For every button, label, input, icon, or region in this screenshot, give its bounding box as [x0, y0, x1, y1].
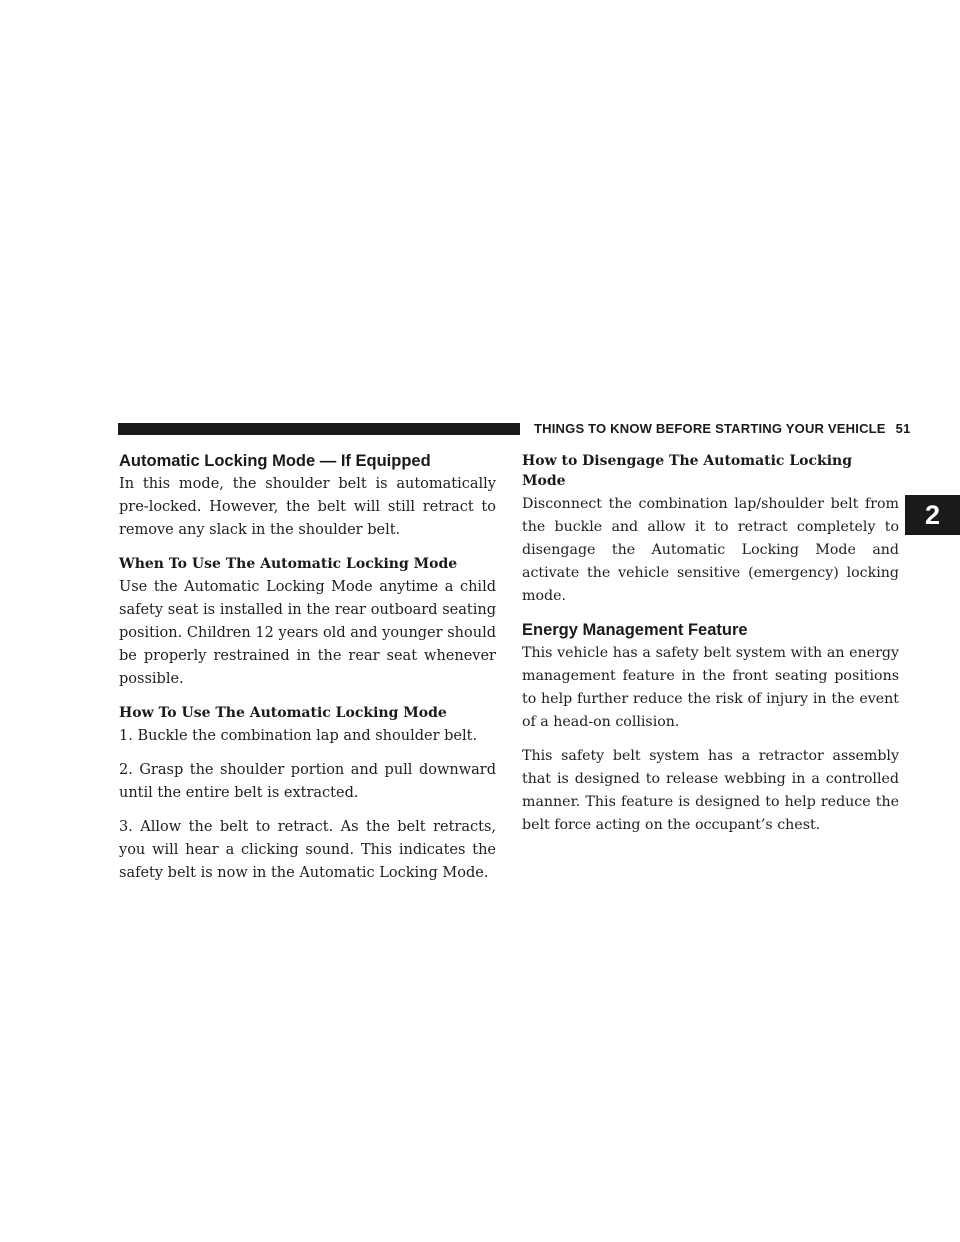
energy-management-text-1: This vehicle has a safety belt system with an energy management feature in the front seating positions to help further reduce the risk of injury in the event of a head-on collision.	[522, 645, 899, 730]
step-2: 2. Grasp the shoulder portion and pull downward until the entire belt is extracted.	[119, 762, 496, 801]
energy-management-text-2: This safety belt system has a retractor assembly that is designed to release webbing in a controlled manner. This feature is designed to help reduce the belt force acting on the occupant’s chest.	[522, 748, 899, 833]
page-number: 51	[895, 421, 911, 436]
when-to-use-text: Use the Automatic Locking Mode anytime a child safety seat is installed in the rear outboard seating position. Children 12 years old and younger should be properly restrained in the rear seat whenever possible.	[119, 579, 496, 687]
automatic-locking-heading: Automatic Locking Mode — If Equipped	[119, 452, 431, 470]
energy-management-heading: Energy Management Feature	[522, 621, 748, 639]
running-header	[534, 421, 911, 436]
left-column	[119, 451, 496, 896]
right-column	[522, 451, 899, 848]
when-to-use-heading: When To Use The Automatic Locking Mode	[119, 556, 458, 572]
section-title: THINGS TO KNOW BEFORE STARTING YOUR VEHICLE	[534, 421, 886, 436]
disengage-text: Disconnect the combination lap/shoulder belt from the buckle and allow it to retract completely to disengage the Automatic Locking Mode and activate the vehicle sensitive (emergency) locking mode.	[522, 496, 899, 604]
step-1: 1. Buckle the combination lap and shoulder belt.	[119, 728, 478, 744]
disengage-heading: How to Disengage The Automatic Locking Mode	[522, 453, 853, 489]
chapter-tab: 2	[905, 495, 960, 535]
header-rule	[118, 423, 520, 435]
how-to-use-heading: How To Use The Automatic Locking Mode	[119, 705, 447, 721]
step-3: 3. Allow the belt to retract. As the belt retracts, you will hear a clicking sound. This indicates the safety belt is now in the Automatic Locking Mode.	[119, 819, 496, 881]
automatic-locking-intro: In this mode, the shoulder belt is automatically pre-locked. However, the belt will still retract to remove any slack in the shoulder belt.	[119, 476, 496, 538]
